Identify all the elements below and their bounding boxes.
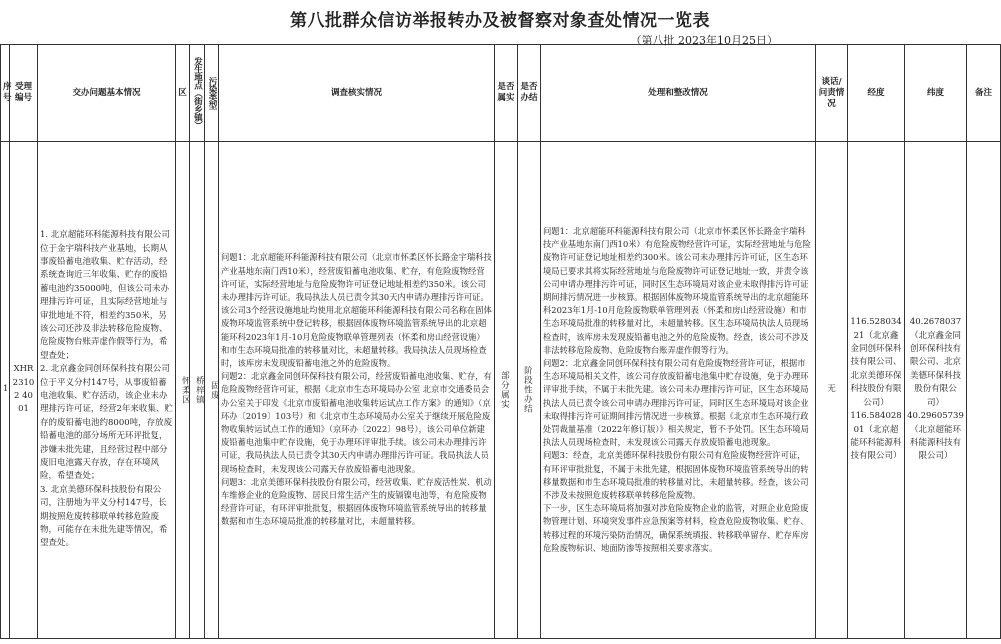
header-is-closed: 是否办结	[518, 45, 541, 142]
header-is-true: 是否属实	[495, 45, 518, 142]
cell-investigation: 问题1：北京超能环科能源科技有限公司（北京市怀柔区怀长路金宇瑞科技产业基地东南门西10米），经营废铅蓄电池收集、贮存，有危险废物经营许可证，实际经营地址与危险废物许可证登记地址相差约350米。该公司未办理排污许可证。我局执法人员已责令其30天内申请办理排污许可证。该公司3个经营设施地址均使用北京超能环科能源科技有限公司名称在固体废物环境监管系统中登记转移，根据固体废物环境监管系统导出的北京超能环科2023年1月-10月危险废物联单管理列表（怀柔和房山经营设施）和市生态环境局批准的转移量对比，未超量转移。我局执法人员现场检查时，该库房未发现废铅蓄电池之外的危险废物。 问题2：北京鑫金同创环保科技有限公司，经营废铅蓄电池收集、贮存，有危险废物经营许可证，根据《北京市生态环境局办公室 北京市交通委员会办公室关于印发《北京市废铅蓄电池收集转运试点工作方案》的通知》（京环办〔2019〕103号）和《北京市生态环境局办公室关于继续开展危险废物收集转运试点工作的通知》（京环办〔2022〕98号），该公司单位新建废铅蓄电池集中贮存设施，免于办理环评审批手续。该公司未办理排污许可证，我局执法人员已责令其30天内申请办理排污许可证。我局执法人员现场检查时，未发现该公司露天存放废铅蓄电池现象。 问题3：北京美德环保科技股份有限公司，经营收集、贮存废活性炭、机动车维修企业的危险废物、居民日常生活产生的废镉镍电池等，有危险废物经营许可证，有环评审批批复，根据固体废物环境监管系统导出的转移量数据和市生态环境局批准的转移量对比，未超量转移。	[219, 142, 495, 639]
header-location: 发生地点（街乡镇）	[190, 45, 205, 142]
header-case-no: 受理编号	[10, 45, 38, 142]
header-investigation: 调查核实情况	[219, 45, 495, 142]
header-remark: 备注	[967, 45, 1001, 142]
cell-rectification: 问题1：北京超能环科能源科技有限公司（北京市怀柔区怀长路金宇瑞科技产业基地东南门西10米）有危险废物经营许可证，实际经营地址与危险废物许可证登记地址相差约300米。该公司未办理排污许可证，区生态环境局已要求其将实际经营地址与危险废物许可证登记地址一致，并责令该公司申请办理排污许可证，同时区生态环境局对该企业未取得排污许可证期间排污情况进一步核算。根据固体废物环境监管系统导出的北京超能环科2023年1月-10月危险废物联单管理列表（怀柔和房山经营设施）和市生态环境局批准的转移量对比，未超量转移。区生态环境局执法人员现场检查时，该库房未发现废铅蓄电池之外的危险废物。经查，该公司不涉及非法转移危险废物、危险废物台账弄虚作假等行为。 问题2：北京鑫金同创环保科技有限公司有危险废物经营许可证，根据市生态环境局相关文件，该公司存放废铅蓄电池集中贮存设施，免于办理环评审批手续，不属于未批先建。该公司未办理排污许可证，区生态环境局执法人员已责令该公司申请办理排污许可证，同时区生态环境局对该企业未取得排污许可证期间排污情况进一步核算。根据《北京市生态环境行政处罚裁量基准（2022年修订版）》相关规定，暂不予处罚。区生态环境局执法人员现场检查时，未发现该公司露天存放废铅蓄电池现象。 问题3：经查，北京美德环保科技股份有限公司有危险废物经营许可证，有环评审批批复，不属于未批先建，根据固体废物环境监管系统导出的转移量数据和市生态环境局批准的转移量对比，未超量转移。经查，该公司不涉及未按照危废转移联单转移危险废物。 下一步，区生态环境局将加强对涉危险废物企业的监管，对照企业危险废物管理计划、环境突发事件应急预案等材料，检查危险废物收集、贮存、转移过程的环境污染防治情况，确保系统填报、转移联单留存、贮存库房危险废物标识、地面防渗等按照相关要求落实。	[541, 142, 816, 639]
is-true-text: 部分属实	[499, 371, 510, 409]
cell-interview: 无	[816, 142, 848, 639]
cell-is-true	[495, 142, 518, 639]
cell-district	[176, 142, 190, 639]
cell-pollution	[205, 142, 219, 639]
header-issue: 交办问题基本情况	[38, 45, 176, 142]
cell-location	[190, 142, 205, 639]
pollution-text: 固废	[209, 380, 220, 400]
header-interview: 谈话/问责情况	[816, 45, 848, 142]
district-text: 怀柔区	[180, 375, 191, 405]
table-row	[1, 142, 1001, 639]
cell-longitude: 116.52803421（北京鑫金同创环保科技有限公司、北京美德环保科技股份有限公司） 116.58402801（北京超能环科能源科技有限公司）	[848, 142, 905, 639]
header-latitude: 纬度	[905, 45, 967, 142]
cell-latitude: 40.2678037（北京鑫金同创环保科技有限公司、北京美德环保科技股份有限公司） 40.29605739（北京超能环科能源科技有限公司）	[905, 142, 967, 639]
header-seq: 序号	[1, 45, 10, 142]
cell-issue: 1. 北京超能环科能源科技有限公司位于金宇瑞科技产业基地，长期从事废铅蓄电池收集、贮存活动，经系统查询近三年收集、贮存的废铅蓄电池约35000吨，但该公司未办理排污许可证，且实际经营地址与审批地址不符，相差约350米，另该公司还涉及非法转移危险废物、危险废物台账弄虚作假等行为，希望查处； 2. 北京鑫金同创环保科技有限公司位于平义分村147号，从事废铅蓄电池收集、贮存活动，该企业未办理排污许可证，经营2年来收集、贮存的废铅蓄电池约8000吨，存放废铅蓄电池的部分场所无环评批复，涉嫌未批先建，且经营过程中部分废旧电池露天存放，存在环境风险，希望查处； 3. 北京美德环保科技股份有限公司，注册地为平义分村147号，长期按照危废转移联单转移危险废物，可能存在未批先建等情况，希望查处。	[38, 142, 176, 639]
header-longitude: 经度	[848, 45, 905, 142]
cell-remark	[967, 142, 1001, 639]
cell-case-no: XHR23102 4001	[10, 142, 38, 639]
header-pollution: 污染类型	[205, 45, 219, 142]
header-row	[1, 45, 1001, 142]
header-district: 区	[176, 45, 190, 142]
cell-is-closed	[518, 142, 541, 639]
cell-seq: 1	[1, 142, 10, 639]
location-text: 桥梓镇	[194, 375, 205, 405]
page-title: 第八批群众信访举报转办及被督察对象查处情况一览表	[290, 11, 710, 31]
header-rectification: 处理和整改情况	[541, 45, 816, 142]
case-table	[0, 44, 1001, 639]
is-closed-text: 阶段性办结	[522, 366, 533, 414]
batch-date: （第八批 2023年10月25日）	[630, 34, 778, 47]
